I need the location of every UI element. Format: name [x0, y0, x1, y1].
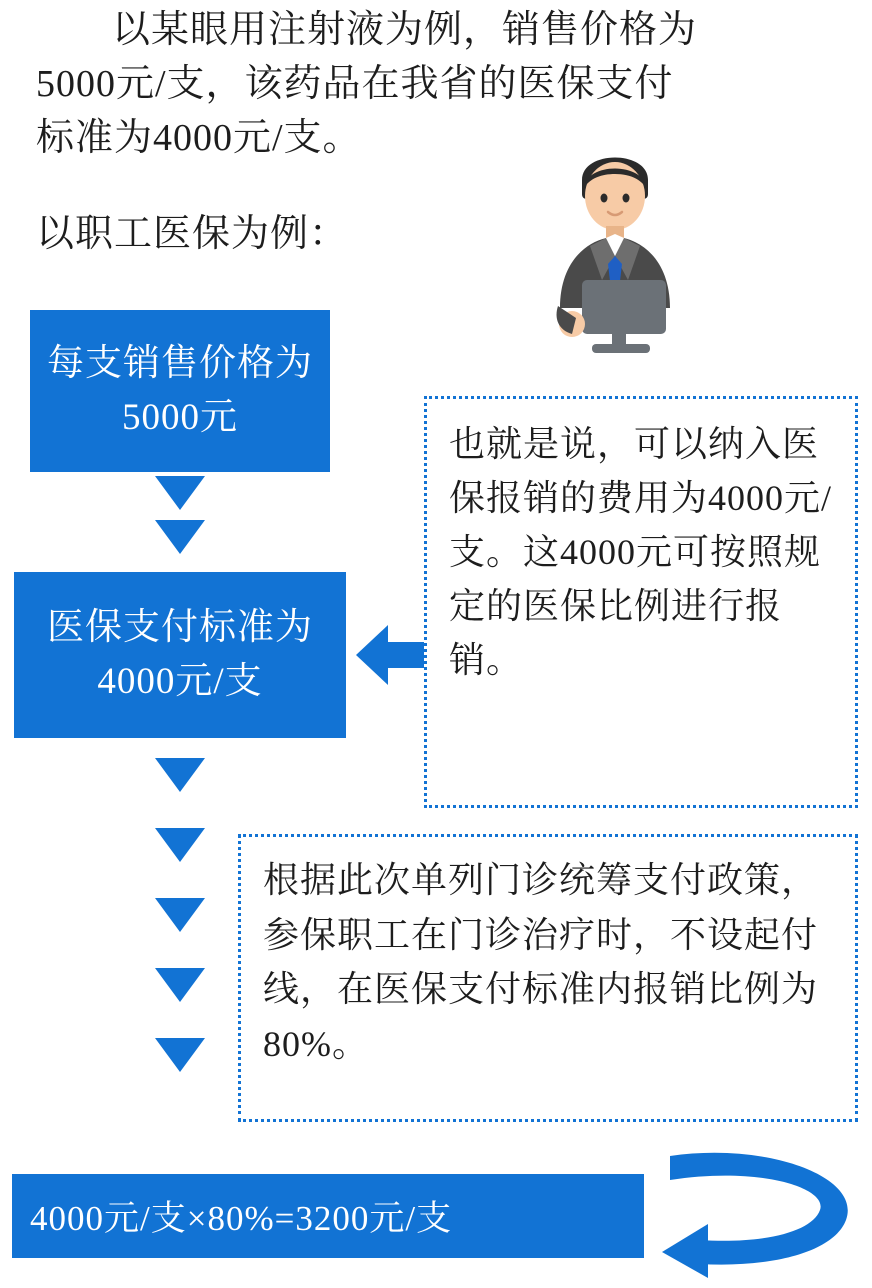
person-at-computer-illustration: [520, 128, 710, 368]
section-subtitle: 以职工医保为例：: [36, 213, 349, 255]
flow-box-standard: 医保支付标准为4000元/支: [14, 572, 346, 738]
arrow-down-icon: [155, 520, 205, 554]
intro-paragraph: [36, 4, 836, 166]
intro-line-3: 标准为4000元/支。: [36, 116, 362, 159]
curved-arrow-icon: [656, 1148, 866, 1278]
arrow-down-icon: [155, 968, 205, 1002]
callout-outpatient-policy: 根据此次单列门诊统筹支付政策，参保职工在门诊治疗时，不设起付线，在医保支付标准内报销比例为80%。: [238, 834, 858, 1122]
arrow-left-head: [356, 625, 388, 685]
arrow-down-icon: [155, 476, 205, 510]
arrow-down-icon: [155, 758, 205, 792]
arrow-left-icon: [356, 625, 434, 685]
arrow-down-icon: [155, 898, 205, 932]
intro-line-1: 以某眼用注射液为例，销售价格为: [112, 9, 698, 51]
arrow-down-icon: [155, 1038, 205, 1072]
flow-box-result: 4000元/支×80%=3200元/支: [12, 1174, 644, 1258]
callout-reimbursable-amount: 也就是说，可以纳入医保报销的费用为4000元/支。这4000元可按照规定的医保比例进行报销。: [424, 396, 858, 808]
arrow-down-icon: [155, 828, 205, 862]
intro-line-2: 5000元/支，该药品在我省的医保支付: [36, 62, 674, 105]
flow-box-price: 每支销售价格为5000元: [30, 310, 330, 472]
